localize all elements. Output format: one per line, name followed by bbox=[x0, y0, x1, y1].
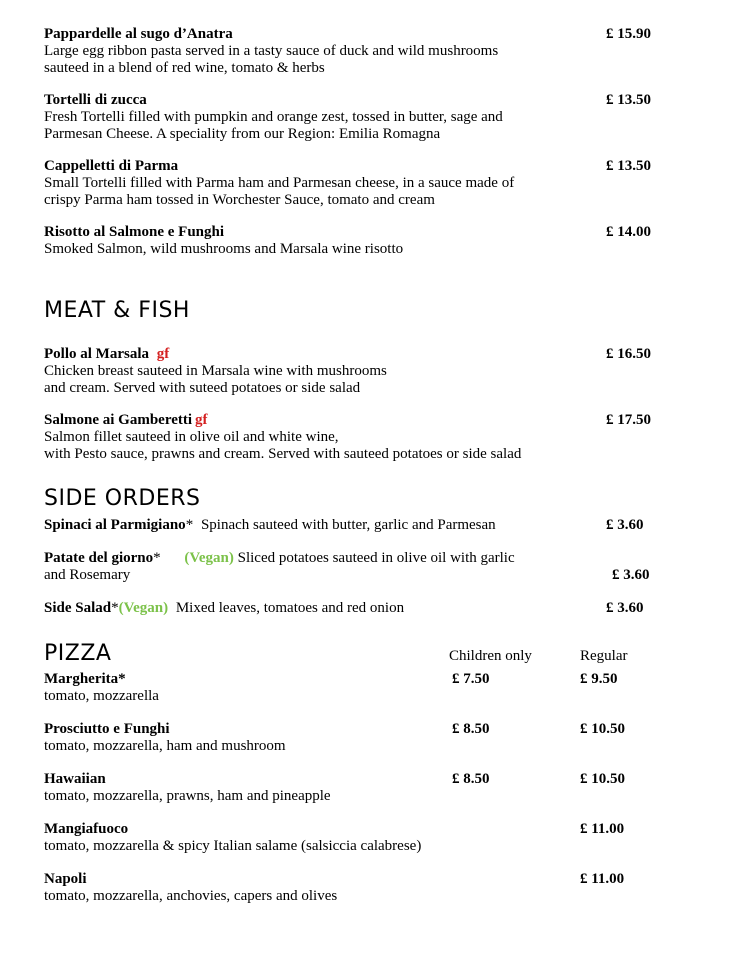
item-price: £ 14.00 bbox=[606, 224, 651, 240]
menu-item-patate bbox=[44, 550, 684, 584]
pizza-item-hawaiian bbox=[44, 771, 444, 805]
item-name: Salmone ai Gamberetti bbox=[44, 412, 193, 428]
pizza-item-mangiafuoco bbox=[44, 821, 564, 855]
item-description: and cream. Served with suteed potatoes or side salad bbox=[44, 380, 361, 396]
item-name: Side Salad bbox=[44, 600, 112, 616]
menu-item-pappardelle bbox=[44, 26, 684, 77]
item-description: Mixed leaves, tomatoes and red onion bbox=[175, 600, 405, 616]
item-price: £ 3.60 bbox=[606, 517, 644, 533]
item-description: crispy Parma ham tossed in Worchester Sauce, tomato and cream bbox=[44, 192, 435, 208]
item-price: £ 13.50 bbox=[606, 92, 651, 108]
regular-price: £ 10.50 bbox=[580, 771, 625, 787]
item-description: tomato, mozzarella, ham and mushroom bbox=[44, 738, 286, 754]
item-price: £ 13.50 bbox=[606, 158, 651, 174]
item-description: tomato, mozzarella & spicy Italian salame (salsiccia calabrese) bbox=[44, 838, 422, 854]
column-header-children: Children only bbox=[449, 648, 532, 664]
gluten-free-tag: gf bbox=[195, 412, 208, 428]
item-name-line bbox=[44, 346, 684, 363]
column-header-regular: Regular bbox=[580, 648, 628, 664]
item-asterisk: * bbox=[153, 550, 161, 566]
item-description: Sliced potatoes sauteed in olive oil with garlic bbox=[237, 550, 515, 566]
menu-item-pollo-marsala bbox=[44, 346, 684, 397]
regular-price: £ 11.00 bbox=[580, 821, 625, 837]
item-description: sauteed in a blend of red wine, tomato & herbs bbox=[44, 60, 325, 76]
item-description: Fresh Tortelli filled with pumpkin and orange zest, tossed in butter, sage and bbox=[44, 109, 503, 125]
item-description: tomato, mozzarella, anchovies, capers and olives bbox=[44, 888, 338, 904]
item-name: Mangiafuoco bbox=[44, 821, 129, 837]
menu-item-side-salad bbox=[44, 600, 684, 617]
item-name: Prosciutto e Funghi bbox=[44, 721, 170, 737]
item-description: Chicken breast sauteed in Marsala wine with mushrooms bbox=[44, 363, 387, 379]
section-heading-pizza: PIZZA bbox=[44, 641, 112, 666]
menu-item-cappelletti bbox=[44, 158, 684, 209]
item-description: tomato, mozzarella bbox=[44, 688, 159, 704]
item-name: Napoli bbox=[44, 871, 87, 887]
children-price: £ 7.50 bbox=[452, 671, 490, 687]
regular-price: £ 11.00 bbox=[580, 871, 625, 887]
item-asterisk: * bbox=[111, 600, 119, 616]
item-description: Salmon fillet sauteed in olive oil and white wine, bbox=[44, 429, 339, 445]
gluten-free-tag: gf bbox=[156, 346, 170, 362]
item-name: Spinaci al Parmigiano bbox=[44, 517, 186, 533]
item-line bbox=[44, 600, 684, 617]
pizza-item-prosciutto-funghi bbox=[44, 721, 444, 755]
item-description: Spinach sauteed with butter, garlic and Parmesan bbox=[200, 517, 496, 533]
children-price: £ 8.50 bbox=[452, 771, 490, 787]
item-price: £ 17.50 bbox=[606, 412, 651, 428]
item-description: Small Tortelli filled with Parma ham and Parmesan cheese, in a sauce made of bbox=[44, 175, 515, 191]
item-price: £ 3.60 bbox=[606, 600, 644, 616]
item-name: Hawaiian bbox=[44, 771, 106, 787]
item-description: with Pesto sauce, prawns and cream. Served with sauteed potatoes or side salad bbox=[44, 446, 522, 462]
item-description: Parmesan Cheese. A speciality from our Region: Emilia Romagna bbox=[44, 126, 441, 142]
menu-item-spinaci bbox=[44, 517, 684, 534]
item-name: Risotto al Salmone e Funghi bbox=[44, 224, 225, 240]
regular-price: £ 10.50 bbox=[580, 721, 625, 737]
section-heading-meat-fish: MEAT & FISH bbox=[44, 298, 190, 323]
menu-item-salmone-gamberetti bbox=[44, 412, 684, 463]
item-name: Tortelli di zucca bbox=[44, 92, 147, 108]
item-name: Patate del giorno bbox=[44, 550, 154, 566]
item-description: and Rosemary bbox=[44, 567, 131, 583]
children-price: £ 8.50 bbox=[452, 721, 490, 737]
item-price: £ 3.60 bbox=[612, 567, 650, 583]
item-line bbox=[44, 517, 684, 534]
section-heading-side-orders: SIDE ORDERS bbox=[44, 486, 201, 511]
item-price: £ 16.50 bbox=[606, 346, 651, 362]
vegan-tag: (Vegan) bbox=[118, 600, 169, 616]
menu-item-tortelli-zucca bbox=[44, 92, 684, 143]
item-name: Cappelletti di Parma bbox=[44, 158, 179, 174]
item-line bbox=[44, 550, 684, 567]
vegan-tag: (Vegan) bbox=[184, 550, 234, 566]
item-asterisk: * bbox=[185, 517, 194, 533]
item-description: Smoked Salmon, wild mushrooms and Marsala wine risotto bbox=[44, 241, 404, 257]
menu-item-risotto bbox=[44, 224, 684, 258]
item-name-line bbox=[44, 412, 684, 429]
item-description: Large egg ribbon pasta served in a tasty sauce of duck and wild mushrooms bbox=[44, 43, 499, 59]
regular-price: £ 9.50 bbox=[580, 671, 618, 687]
item-price: £ 15.90 bbox=[606, 26, 651, 42]
pizza-item-napoli bbox=[44, 871, 564, 905]
item-description: tomato, mozzarella, prawns, ham and pineapple bbox=[44, 788, 331, 804]
item-name: Margherita* bbox=[44, 671, 126, 687]
item-name: Pollo al Marsala bbox=[44, 346, 149, 362]
pizza-item-margherita bbox=[44, 671, 444, 705]
item-name: Pappardelle al sugo d’Anatra bbox=[44, 26, 233, 42]
